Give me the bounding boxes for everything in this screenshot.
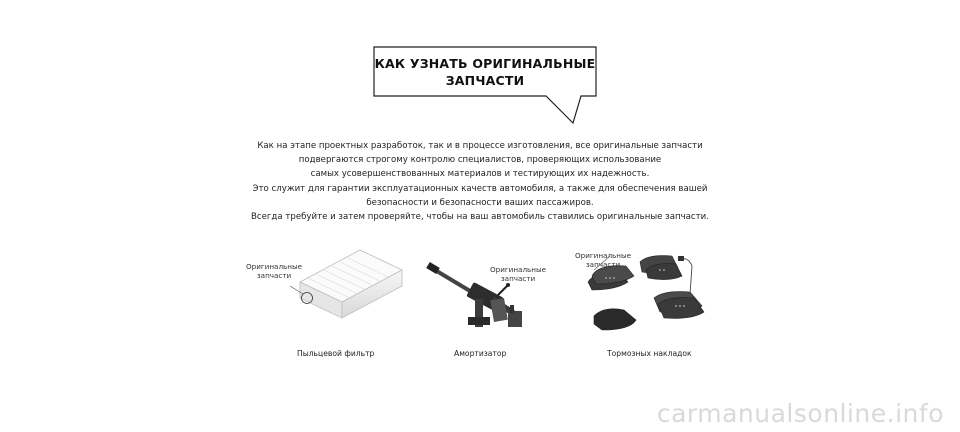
tag-line: Оригинальные [490, 265, 547, 274]
body-line: Это служит для гарантии эксплуатационных качеств автомобиля, а также для обеспечения вашей [252, 183, 708, 194]
body-line: безопасности и безопасности ваших пассажиров. [366, 197, 594, 208]
tag-line: запчасти [256, 271, 292, 280]
bubble-title [374, 55, 596, 89]
tag-line: запчасти [585, 260, 621, 269]
shock-original-tag [490, 265, 546, 283]
tag-line: запчасти [500, 274, 536, 283]
watermark: carmanualsonline.info [656, 399, 944, 428]
cabin-filter-image [290, 240, 410, 330]
tag-line: Оригинальные [246, 262, 303, 271]
tag-line: Оригинальные [575, 251, 632, 260]
filter-caption: Пыльцевой фильтр [297, 349, 375, 358]
shock-caption: Амортизатор [454, 349, 507, 358]
filter-original-tag [246, 262, 302, 280]
body-paragraph [220, 139, 740, 224]
body-line: Всегда требуйте и затем проверяйте, чтобы на ваш автомобиль ставились оригинальные запчасти. [251, 212, 709, 223]
body-line: подвергаются строгому контролю специалистов, проверяющих использование [298, 155, 662, 166]
bubble-title-line2: ЗАПЧАСТИ [445, 73, 525, 88]
pads-caption: Тормозных накладок [607, 349, 692, 358]
body-line: самых усовершенствованных материалов и тестирующих их надежность. [310, 169, 650, 180]
body-line: Как на этапе проектных разработок, так и в процессе изготовления, все оригинальные запчасти [257, 141, 703, 151]
bubble-title-line1: КАК УЗНАТЬ ОРИГИНАЛЬНЫЕ [374, 56, 596, 71]
pads-original-tag [575, 251, 631, 269]
